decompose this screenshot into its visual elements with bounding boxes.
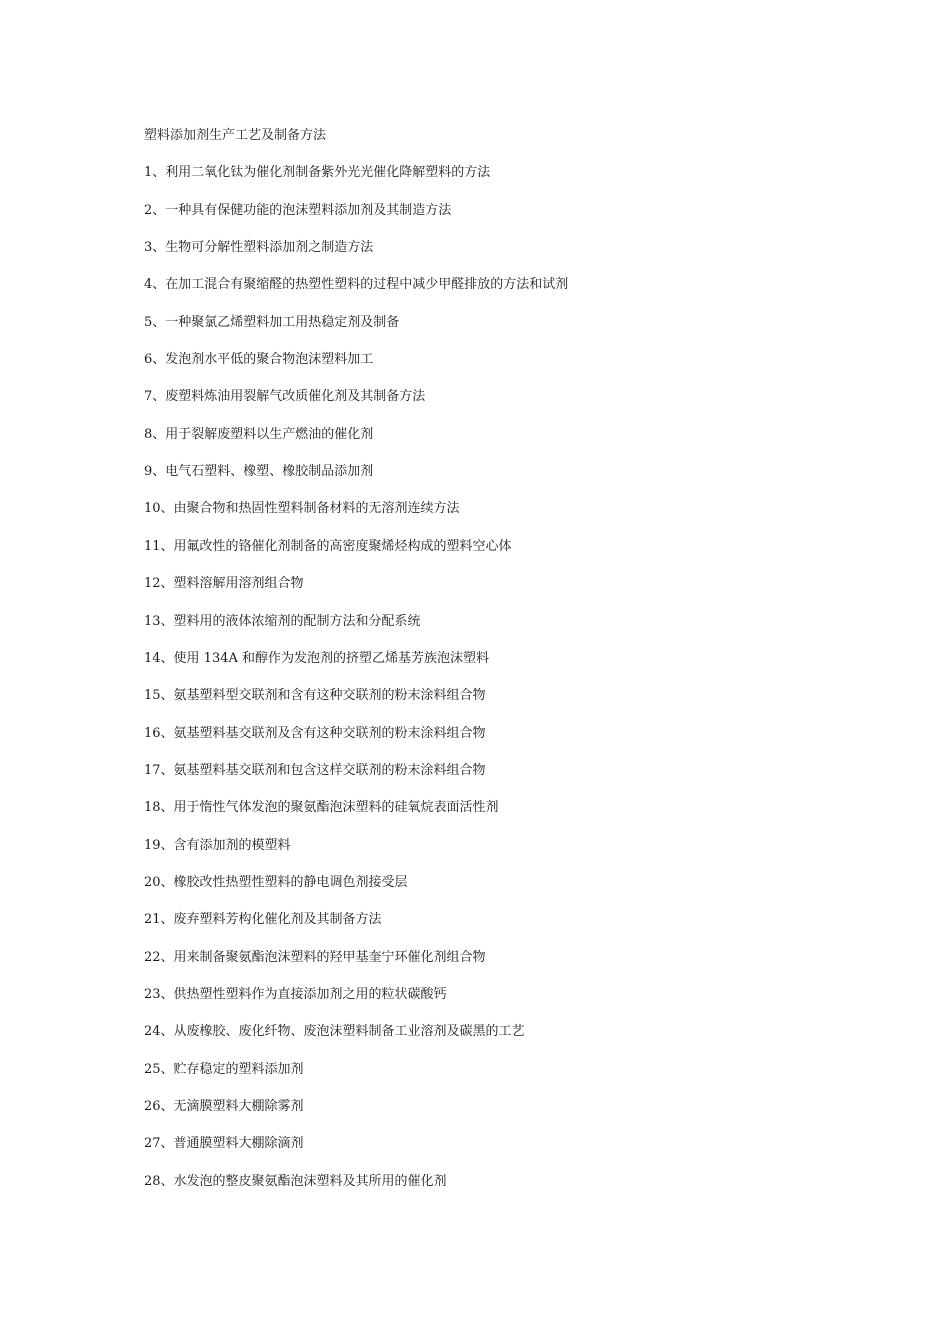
list-item: 12、塑料溶解用溶剂组合物 — [144, 576, 304, 592]
list-item: 27、普通膜塑料大棚除滴剂 — [144, 1136, 304, 1152]
list-item: 8、用于裂解废塑料以生产燃油的催化剂 — [144, 426, 374, 442]
list-item: 4、在加工混合有聚缩醛的热塑性塑料的过程中减少甲醛排放的方法和试剂 — [144, 277, 569, 293]
list-item: 6、发泡剂水平低的聚合物泡沫塑料加工 — [144, 352, 374, 368]
list-item: 11、用氟改性的铬催化剂制备的高密度聚烯烃构成的塑料空心体 — [144, 538, 512, 554]
document-body — [144, 124, 844, 1207]
list-item: 28、水发泡的整皮聚氨酯泡沫塑料及其所用的催化剂 — [144, 1173, 447, 1189]
list-item: 14、使用 134A 和醇作为发泡剂的挤塑乙烯基芳族泡沫塑料 — [144, 650, 490, 666]
list-item: 18、用于惰性气体发泡的聚氨酯泡沫塑料的硅氧烷表面活性剂 — [144, 800, 499, 816]
method-list — [144, 161, 844, 1193]
list-item: 7、废塑料炼油用裂解气改质催化剂及其制备方法 — [144, 389, 426, 405]
list-item: 10、由聚合物和热固性塑料制备材料的无溶剂连续方法 — [144, 501, 460, 517]
list-item: 20、橡胶改性热塑性塑料的静电调色剂接受层 — [144, 874, 408, 890]
list-item: 17、氨基塑料基交联剂和包含这样交联剂的粉末涂料组合物 — [144, 762, 486, 778]
list-item: 15、氨基塑料型交联剂和含有这种交联剂的粉末涂料组合物 — [144, 688, 486, 704]
list-item: 22、用来制备聚氨酯泡沫塑料的羟甲基奎宁环催化剂组合物 — [144, 949, 486, 965]
list-item: 21、废弃塑料芳构化催化剂及其制备方法 — [144, 912, 382, 928]
list-item: 16、氨基塑料基交联剂及含有这种交联剂的粉末涂料组合物 — [144, 725, 486, 741]
list-item: 26、无滴膜塑料大棚除雾剂 — [144, 1098, 304, 1114]
list-item: 25、贮存稳定的塑料添加剂 — [144, 1061, 304, 1077]
list-item: 9、电气石塑料、橡塑、橡胶制品添加剂 — [144, 464, 374, 480]
list-item: 5、一种聚氯乙烯塑料加工用热稳定剂及制备 — [144, 314, 400, 330]
list-item: 24、从废橡胶、废化纤物、废泡沫塑料制备工业溶剂及碳黑的工艺 — [144, 1024, 525, 1040]
list-item: 19、含有添加剂的模塑料 — [144, 837, 291, 853]
document-title: 塑料添加剂生产工艺及制备方法 — [144, 128, 327, 143]
list-item: 2、一种具有保健功能的泡沫塑料添加剂及其制造方法 — [144, 202, 452, 218]
list-item: 3、生物可分解性塑料添加剂之制造方法 — [144, 240, 374, 256]
list-item: 1、利用二氧化钛为催化剂制备紫外光光催化降解塑料的方法 — [144, 165, 491, 181]
list-item: 13、塑料用的液体浓缩剂的配制方法和分配系统 — [144, 613, 421, 629]
list-item: 23、供热塑性塑料作为直接添加剂之用的粒状碳酸钙 — [144, 986, 447, 1002]
